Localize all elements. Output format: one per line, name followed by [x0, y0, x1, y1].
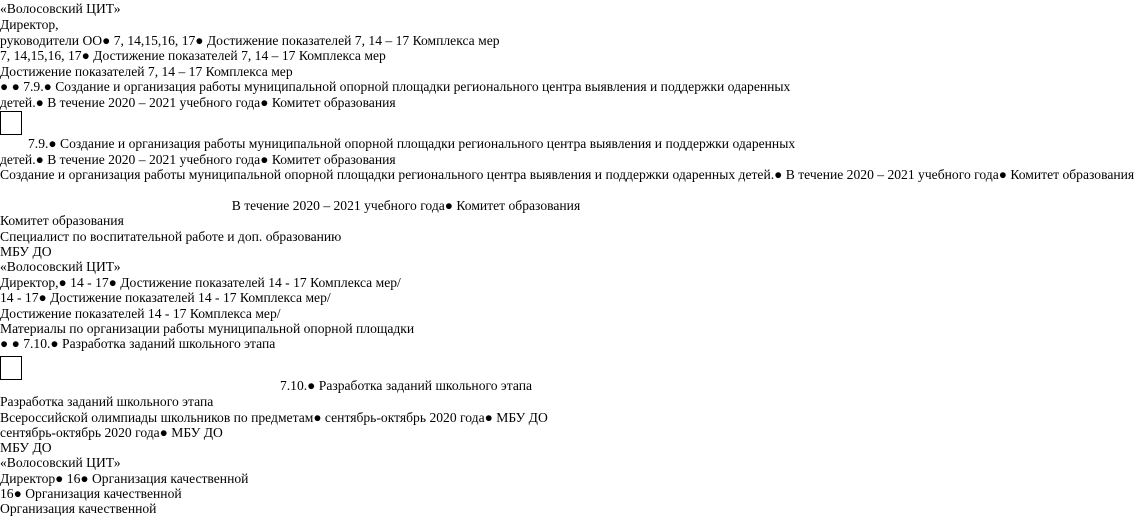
text-line: Директор● 16● Организация качественной — [0, 471, 249, 486]
text-line: Директор,● 14 - 17● Достижение показателей 14 - 17 Комплекса мер/ — [0, 275, 401, 290]
text-line: «Волосовский ЦИТ» — [0, 259, 121, 274]
text-line: Организация качественной — [0, 501, 157, 516]
text-line: МБУ ДО — [0, 440, 52, 455]
text-line: Разработка заданий школьного этапа — [0, 394, 214, 409]
text-line-centered: В течение 2020 – 2021 учебного года● Комитет образования — [231, 198, 581, 213]
text-paragraph: 7.9.● Создание и организация работы муниципальной опорной площадки регионального центра выявления и поддержки одаренных детей.● В течение 2020 – 2021 учебного года● Комитет образования — [0, 136, 796, 167]
text-line: Комитет образования — [0, 213, 124, 228]
text-line: сентябрь-октябрь 2020 года● МБУ ДО — [0, 425, 223, 440]
text-line: 16● Организация качественной — [0, 486, 182, 501]
text-paragraph: ● ● 7.9.● Создание и организация работы муниципальной опорной площадки регионального центра выявления и поддержки одаренных детей.● В течение 2020 – 2021 учебного года● Комитет образования — [0, 79, 791, 110]
text-line: Материалы по организации работы муниципальной опорной площадки — [0, 321, 415, 336]
text-line: Специалист по воспитательной работе и доп. образованию — [0, 229, 342, 244]
text-line: Достижение показателей 14 - 17 Комплекса мер/ — [0, 306, 281, 321]
text-line: ● ● 7.10.● Разработка заданий школьного этапа — [0, 336, 276, 351]
text-line: Достижение показателей 7, 14 – 17 Комплекса мер — [0, 64, 293, 79]
text-line: Всероссийской олимпиады школьников по предметам● сентябрь-октябрь 2020 года● МБУ ДО — [0, 410, 548, 425]
text-line: МБУ ДО — [0, 244, 52, 259]
text-line: 7, 14,15,16, 17● Достижение показателей 7, 14 – 17 Комплекса мер — [0, 48, 386, 63]
text-line: «Волосовский ЦИТ» — [0, 1, 121, 16]
text-line-centered: 7.10.● Разработка заданий школьного этапа — [279, 378, 533, 393]
text-line: руководители ОО● 7, 14,15,16, 17● Достижение показателей 7, 14 – 17 Комплекса мер — [0, 33, 500, 48]
text-line: Директор, — [0, 17, 59, 32]
text-line: 14 - 17● Достижение показателей 14 - 17 Комплекса мер/ — [0, 290, 331, 305]
empty-checkbox-frame — [0, 356, 22, 380]
empty-checkbox-frame — [0, 111, 22, 135]
text-paragraph-centered: Создание и организация работы муниципальной опорной площадки регионального центра выявления и поддержки одаренных детей.● В течение 2020 – 2021 учебного года● Комитет образования — [0, 167, 1134, 182]
text-line: «Волосовский ЦИТ» — [0, 455, 121, 470]
